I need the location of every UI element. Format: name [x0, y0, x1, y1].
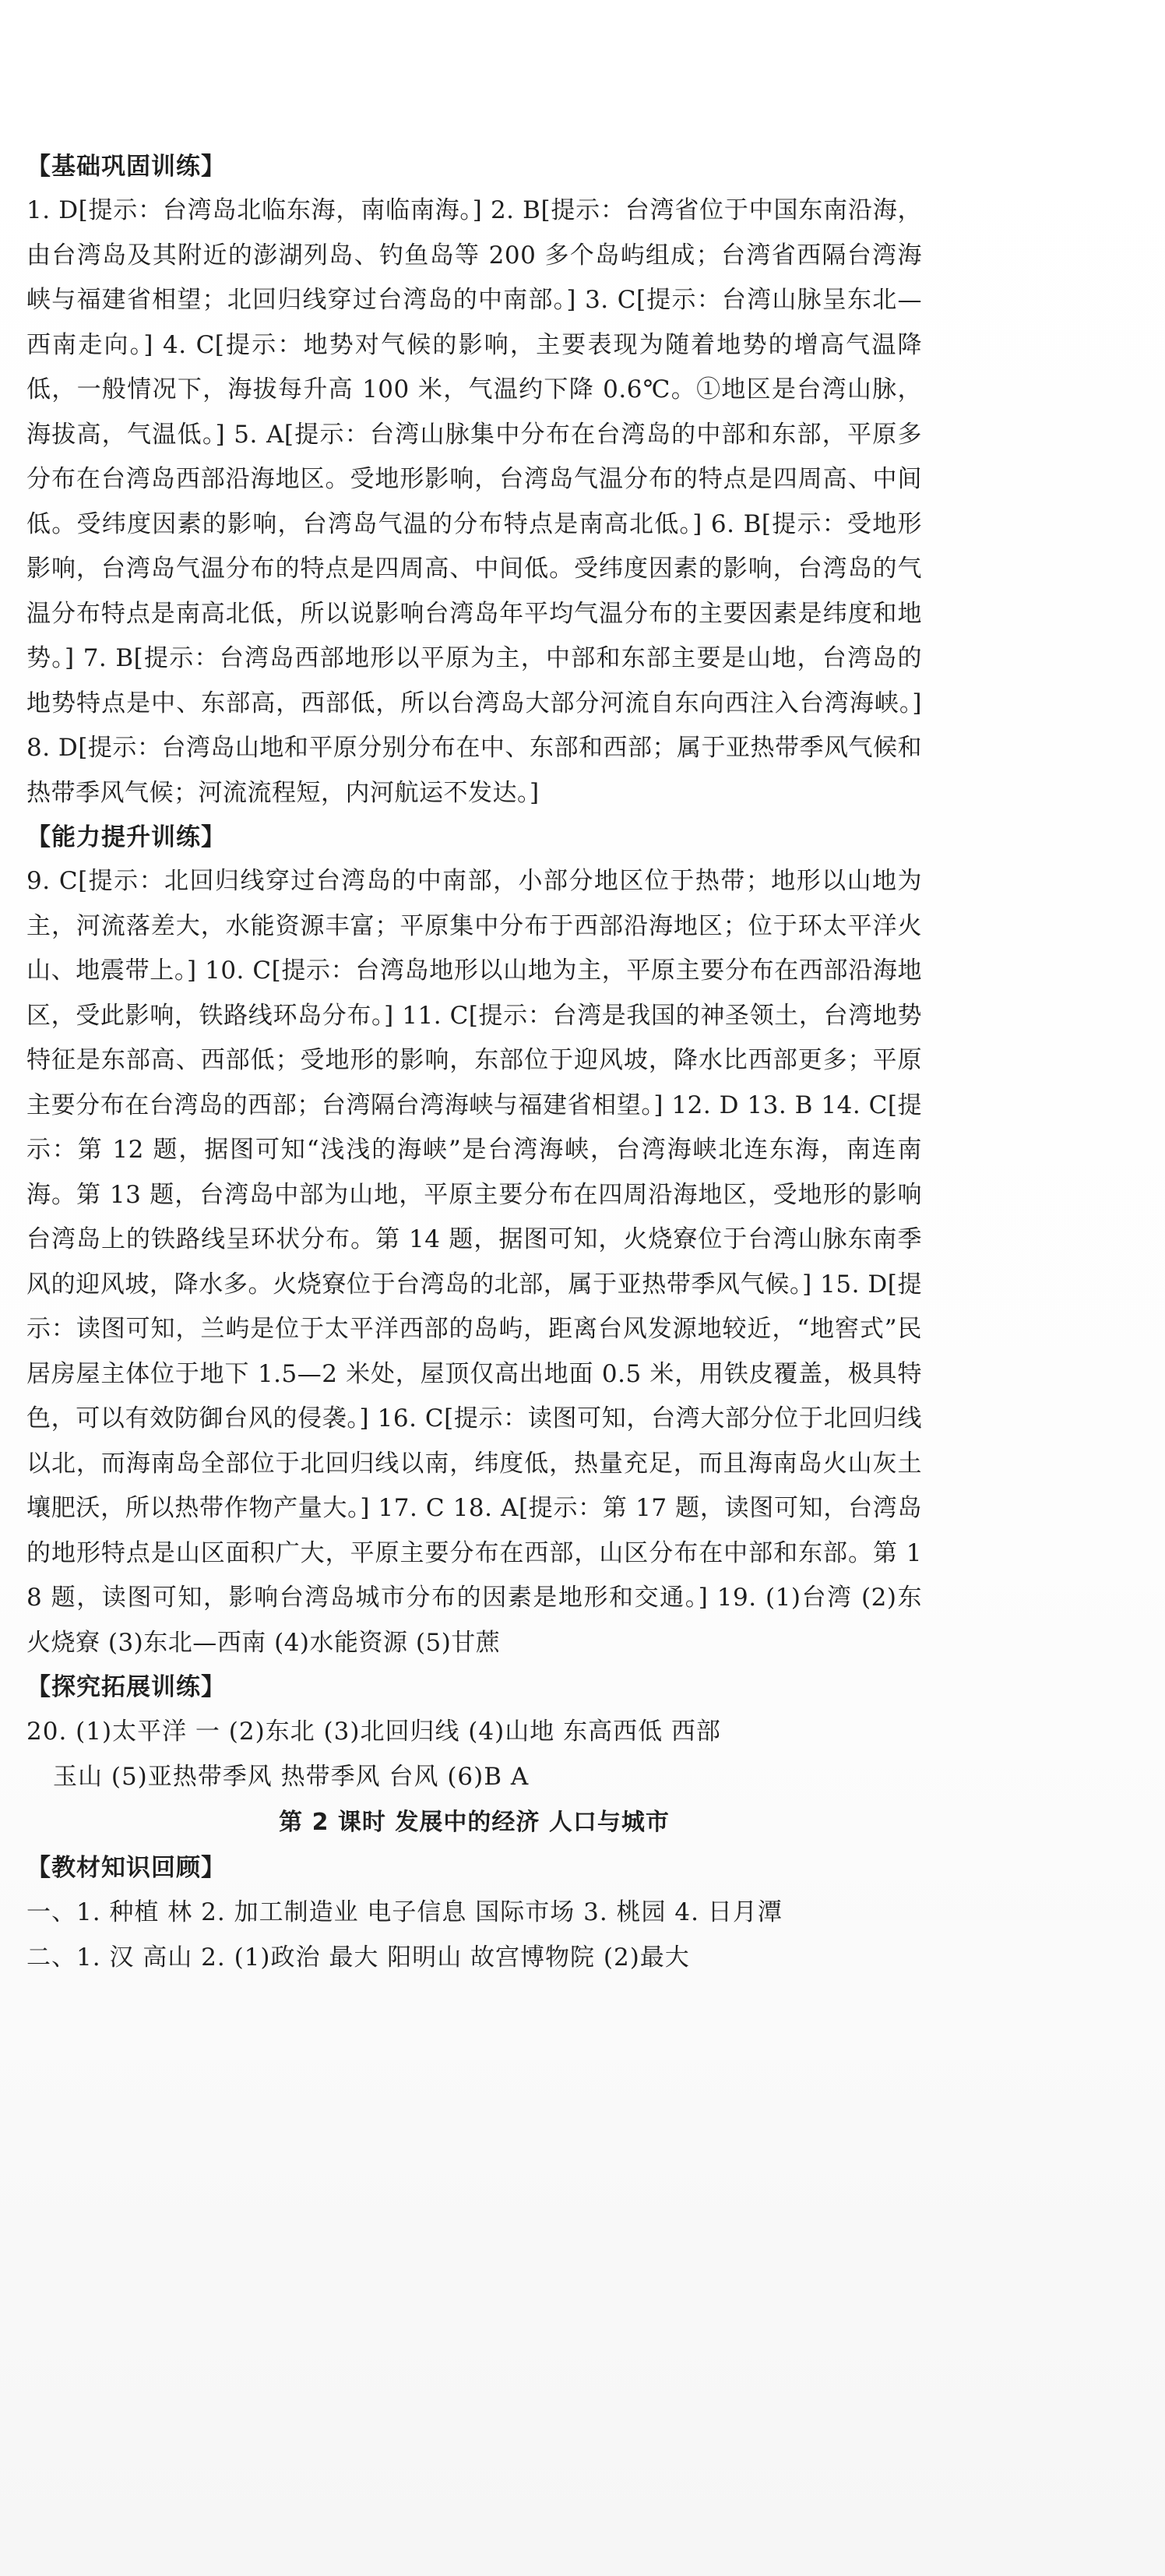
lesson-title: 第 2 课时 发展中的经济 人口与城市: [279, 1809, 670, 1836]
explore-answer-line-2: 玉山 (5)亚热带季风 热带季风 台风 (6)B A: [53, 1763, 530, 1791]
review-answer-line-1: 一、1. 种植 林 2. 加工制造业 电子信息 国际市场 3. 桃园 4. 日月潭: [26, 1898, 783, 1926]
section-text-basic: 1. D[提示：台湾岛北临东海，南临南海。] 2. B[提示：台湾省位于中国东南沿海，由台湾岛及其附近的澎湖列岛、钓鱼岛等 200 多个岛屿组成；台湾省西隔台湾海峡与福建省相望；北回归线穿过台湾岛的中南部。] 3. C[提示：台湾山脉呈东北—西南走向。] 4. C[提示：地势对气候的影响，主要表现为随着地势的增高气温降低，一般情况下，海拔每升高 100 米，气温约下降 0.6℃。①地区是台湾山脉，海拔高，气温低。] 5. A[提示：台湾山脉集中分布在台湾岛的中部和东部，平原多分布在台湾岛西部沿海地区。受地形影响，台湾岛气温分布的特点是四周高、中间低。受纬度因素的影响，台湾岛气温的分布特点是南高北低。] 6. B[提示：受地形影响，台湾岛气温分布的特点是四周高、中间低。受纬度因素的影响，台湾岛的气温分布特点是南高北低，所以说影响台湾岛年平均气温分布的主要因素是纬度和地势。] 7. B[提示：台湾岛西部地形以平原为主，中部和东部主要是山地，台湾岛的地势特点是中、东部高，西部低，所以台湾岛大部分河流自东向西注入台湾海峡。] 8. D[提示：台湾岛山地和平原分别分布在中、东部和西部；属于亚热带季风气候和热带季风气候；河流流程短，内河航运不发达。]: [26, 196, 922, 807]
section-heading-explore: 【探究拓展训练】: [26, 1673, 226, 1701]
explore-answer-line-1: 20. (1)太平洋 一 (2)东北 (3)北回归线 (4)山地 东高西低 西部: [26, 1718, 721, 1746]
section-heading-ability: 【能力提升训练】: [26, 823, 226, 851]
section-heading-review: 【教材知识回顾】: [26, 1854, 226, 1882]
answer-content: [26, 145, 922, 1980]
section-heading-basic: 【基础巩固训练】: [26, 153, 226, 181]
review-answer-line-2: 二、1. 汉 高山 2. (1)政治 最大 阳明山 故宫博物院 (2)最大: [26, 1943, 690, 1972]
section-text-ability: 9. C[提示：北回归线穿过台湾岛的中南部，小部分地区位于热带；地形以山地为主，河流落差大，水能资源丰富；平原集中分布于西部沿海地区；位于环太平洋火山、地震带上。] 10. C[提示：台湾岛地形以山地为主，平原主要分布在西部沿海地区，受此影响，铁路线环岛分布。] 11. C[提示：台湾是我国的神圣领土，台湾地势特征是东部高、西部低；受地形的影响，东部位于迎风坡，降水比西部更多；平原主要分布在台湾岛的西部；台湾隔台湾海峡与福建省相望。] 12. D 13. B 14. C[提示：第 12 题，据图可知“浅浅的海峡”是台湾海峡，台湾海峡北连东海，南连南海。第 13 题，台湾岛中部为山地，平原主要分布在四周沿海地区，受地形的影响台湾岛上的铁路线呈环状分布。第 14 题，据图可知，火烧寮位于台湾山脉东南季风的迎风坡，降水多。火烧寮位于台湾岛的北部，属于亚热带季风气候。] 15. D[提示：读图可知，兰屿是位于太平洋西部的岛屿，距离台风发源地较近，“地窖式”民居房屋主体位于地下 1.5—2 米处，屋顶仅高出地面 0.5 米，用铁皮覆盖，极具特色，可以有效防御台风的侵袭。] 16. C[提示：读图可知，台湾大部分位于北回归线以北，而海南岛全部位于北回归线以南，纬度低，热量充足，而且海南岛火山灰土壤肥沃，所以热带作物产量大。] 17. C 18. A[提示：第 17 题，读图可知，台湾岛的地形特点是山区面积广大，平原主要分布在西部，山区分布在中部和东部。第 18 题，读图可知，影响台湾岛城市分布的因素是地形和交通。] 19. (1)台湾 (2)东 火烧寮 (3)东北—西南 (4)水能资源 (5)甘蔗: [26, 867, 922, 1657]
